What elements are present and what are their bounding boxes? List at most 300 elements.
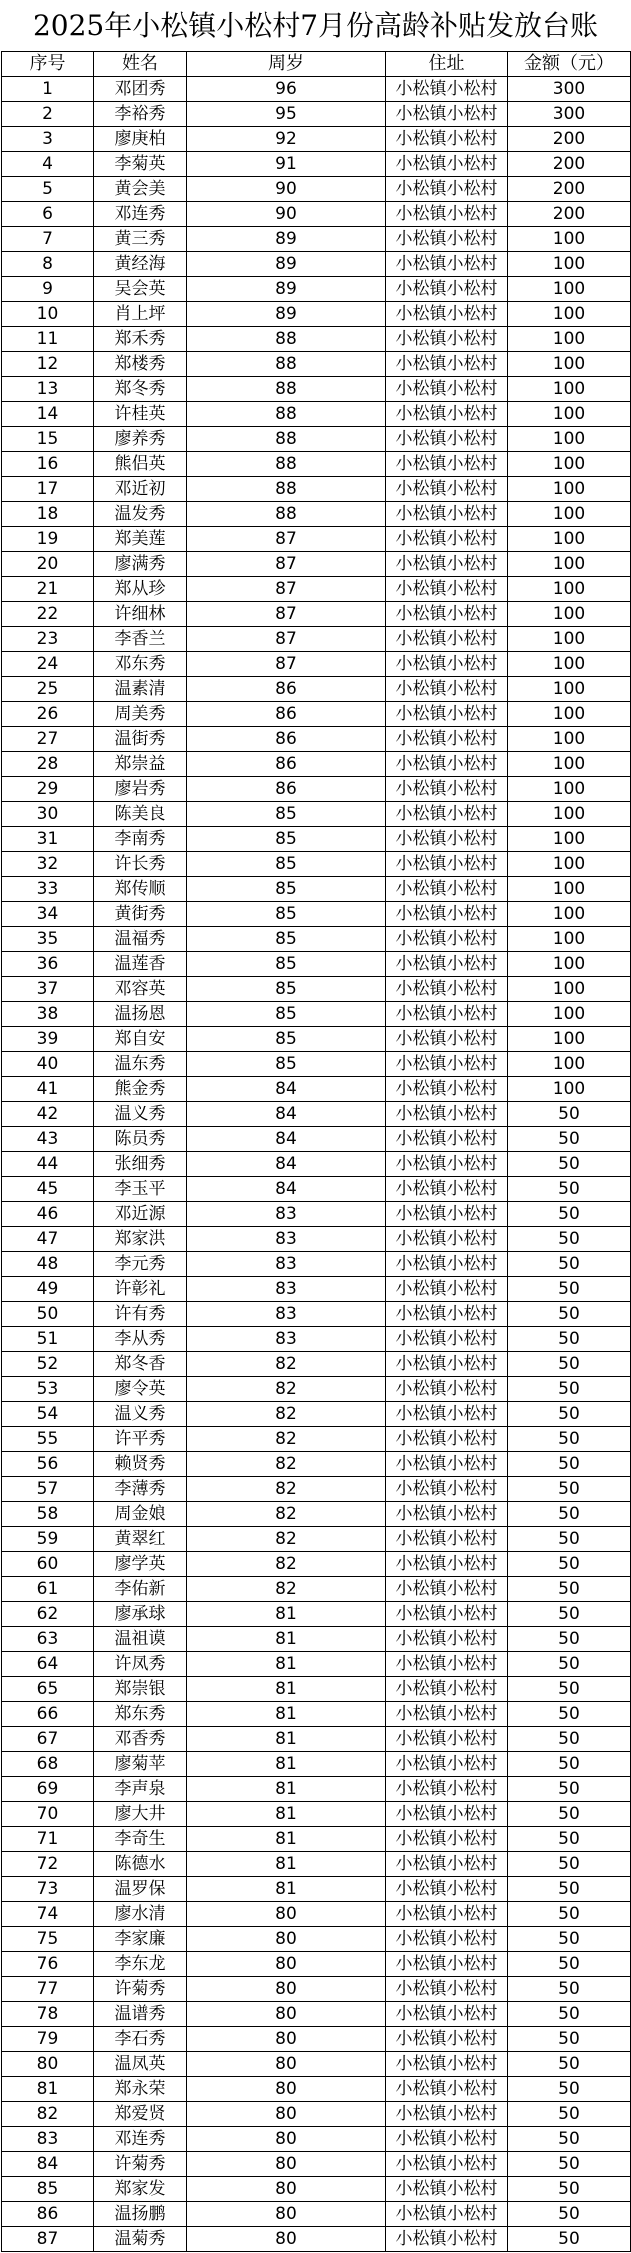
cell-amount: 100 <box>508 1027 631 1052</box>
cell-index: 22 <box>2 602 94 627</box>
cell-index: 54 <box>2 1402 94 1427</box>
cell-index: 62 <box>2 1602 94 1627</box>
cell-age: 81 <box>187 1852 386 1877</box>
cell-amount: 200 <box>508 177 631 202</box>
cell-address: 小松镇小松村 <box>386 1002 508 1027</box>
table-row <box>2 1352 631 1377</box>
cell-amount: 100 <box>508 877 631 902</box>
cell-age: 81 <box>187 1677 386 1702</box>
cell-age: 81 <box>187 1652 386 1677</box>
cell-address: 小松镇小松村 <box>386 127 508 152</box>
cell-amount: 100 <box>508 452 631 477</box>
table-row <box>2 1002 631 1027</box>
cell-amount: 50 <box>508 1602 631 1627</box>
cell-age: 85 <box>187 1002 386 1027</box>
cell-address: 小松镇小松村 <box>386 352 508 377</box>
cell-name: 廖养秀 <box>94 427 187 452</box>
cell-address: 小松镇小松村 <box>386 377 508 402</box>
cell-name: 温莲香 <box>94 952 187 977</box>
cell-age: 84 <box>187 1152 386 1177</box>
table-row <box>2 1752 631 1777</box>
table-row <box>2 2177 631 2202</box>
cell-name: 陈美良 <box>94 802 187 827</box>
cell-index: 73 <box>2 1877 94 1902</box>
cell-name: 温福秀 <box>94 927 187 952</box>
cell-name: 李家廉 <box>94 1927 187 1952</box>
table-row <box>2 352 631 377</box>
cell-age: 81 <box>187 1827 386 1852</box>
cell-amount: 50 <box>508 1127 631 1152</box>
cell-amount: 50 <box>508 1827 631 1852</box>
cell-age: 86 <box>187 777 386 802</box>
cell-age: 80 <box>187 2052 386 2077</box>
cell-amount: 100 <box>508 252 631 277</box>
cell-address: 小松镇小松村 <box>386 852 508 877</box>
cell-name: 温义秀 <box>94 1402 187 1427</box>
cell-amount: 100 <box>508 602 631 627</box>
cell-name: 温谱秀 <box>94 2002 187 2027</box>
cell-amount: 50 <box>508 1877 631 1902</box>
cell-amount: 100 <box>508 1002 631 1027</box>
cell-amount: 300 <box>508 102 631 127</box>
cell-index: 6 <box>2 202 94 227</box>
cell-address: 小松镇小松村 <box>386 2152 508 2177</box>
cell-address: 小松镇小松村 <box>386 1327 508 1352</box>
table-row <box>2 302 631 327</box>
cell-address: 小松镇小松村 <box>386 527 508 552</box>
cell-index: 5 <box>2 177 94 202</box>
cell-index: 44 <box>2 1152 94 1177</box>
cell-age: 85 <box>187 902 386 927</box>
cell-age: 80 <box>187 2102 386 2127</box>
cell-address: 小松镇小松村 <box>386 977 508 1002</box>
cell-index: 16 <box>2 452 94 477</box>
cell-name: 郑冬香 <box>94 1352 187 1377</box>
cell-amount: 100 <box>508 1077 631 1102</box>
cell-address: 小松镇小松村 <box>386 1752 508 1777</box>
cell-index: 69 <box>2 1777 94 1802</box>
cell-amount: 100 <box>508 277 631 302</box>
cell-index: 66 <box>2 1702 94 1727</box>
table-row <box>2 1402 631 1427</box>
cell-address: 小松镇小松村 <box>386 927 508 952</box>
table-row <box>2 2152 631 2177</box>
table-row <box>2 227 631 252</box>
cell-address: 小松镇小松村 <box>386 1777 508 1802</box>
cell-index: 76 <box>2 1952 94 1977</box>
cell-amount: 50 <box>508 2202 631 2227</box>
table-row <box>2 1777 631 1802</box>
table-row <box>2 677 631 702</box>
cell-index: 26 <box>2 702 94 727</box>
cell-address: 小松镇小松村 <box>386 1502 508 1527</box>
cell-address: 小松镇小松村 <box>386 1252 508 1277</box>
cell-amount: 100 <box>508 377 631 402</box>
cell-age: 80 <box>187 1977 386 2002</box>
cell-address: 小松镇小松村 <box>386 2002 508 2027</box>
cell-age: 95 <box>187 102 386 127</box>
cell-name: 黄经海 <box>94 252 187 277</box>
cell-age: 85 <box>187 952 386 977</box>
cell-index: 8 <box>2 252 94 277</box>
cell-name: 郑美莲 <box>94 527 187 552</box>
table-row <box>2 877 631 902</box>
cell-amount: 50 <box>508 1852 631 1877</box>
table-row <box>2 852 631 877</box>
cell-amount: 100 <box>508 727 631 752</box>
cell-amount: 50 <box>508 1677 631 1702</box>
cell-name: 黄翠红 <box>94 1527 187 1552</box>
cell-name: 李玉平 <box>94 1177 187 1202</box>
cell-index: 30 <box>2 802 94 827</box>
cell-name: 熊侣英 <box>94 452 187 477</box>
cell-name: 温素清 <box>94 677 187 702</box>
cell-index: 37 <box>2 977 94 1002</box>
cell-name: 郑永荣 <box>94 2077 187 2102</box>
cell-name: 李从秀 <box>94 1327 187 1352</box>
cell-amount: 100 <box>508 677 631 702</box>
cell-age: 81 <box>187 1752 386 1777</box>
cell-age: 82 <box>187 1477 386 1502</box>
cell-address: 小松镇小松村 <box>386 627 508 652</box>
cell-amount: 50 <box>508 1577 631 1602</box>
cell-address: 小松镇小松村 <box>386 652 508 677</box>
cell-name: 郑东秀 <box>94 1702 187 1727</box>
cell-age: 81 <box>187 1877 386 1902</box>
cell-index: 29 <box>2 777 94 802</box>
cell-index: 84 <box>2 2152 94 2177</box>
table-row <box>2 1477 631 1502</box>
cell-index: 11 <box>2 327 94 352</box>
table-row <box>2 1977 631 2002</box>
table-row <box>2 777 631 802</box>
cell-age: 88 <box>187 377 386 402</box>
cell-index: 85 <box>2 2177 94 2202</box>
table-row <box>2 927 631 952</box>
cell-address: 小松镇小松村 <box>386 902 508 927</box>
cell-address: 小松镇小松村 <box>386 1452 508 1477</box>
cell-amount: 50 <box>508 1952 631 1977</box>
cell-age: 80 <box>187 2127 386 2152</box>
table-row <box>2 1452 631 1477</box>
cell-index: 49 <box>2 1277 94 1302</box>
cell-index: 79 <box>2 2027 94 2052</box>
cell-age: 80 <box>187 2202 386 2227</box>
cell-amount: 100 <box>508 577 631 602</box>
cell-amount: 100 <box>508 352 631 377</box>
cell-name: 李裕秀 <box>94 102 187 127</box>
cell-age: 88 <box>187 352 386 377</box>
cell-address: 小松镇小松村 <box>386 1202 508 1227</box>
cell-name: 廖岩秀 <box>94 777 187 802</box>
cell-age: 87 <box>187 577 386 602</box>
cell-amount: 50 <box>508 1902 631 1927</box>
cell-name: 郑从珍 <box>94 577 187 602</box>
cell-address: 小松镇小松村 <box>386 1377 508 1402</box>
table-row <box>2 1327 631 1352</box>
cell-age: 83 <box>187 1277 386 1302</box>
cell-index: 28 <box>2 752 94 777</box>
cell-address: 小松镇小松村 <box>386 752 508 777</box>
table-row <box>2 602 631 627</box>
table-row <box>2 1027 631 1052</box>
table-row <box>2 2002 631 2027</box>
table-row <box>2 1527 631 1552</box>
cell-name: 许有秀 <box>94 1302 187 1327</box>
cell-age: 82 <box>187 1402 386 1427</box>
cell-name: 温凤英 <box>94 2052 187 2077</box>
table-row <box>2 1252 631 1277</box>
cell-name: 周美秀 <box>94 702 187 727</box>
table-row <box>2 1652 631 1677</box>
cell-name: 陈德水 <box>94 1852 187 1877</box>
cell-amount: 50 <box>508 1502 631 1527</box>
cell-address: 小松镇小松村 <box>386 677 508 702</box>
cell-age: 80 <box>187 1927 386 1952</box>
cell-index: 20 <box>2 552 94 577</box>
cell-index: 40 <box>2 1052 94 1077</box>
cell-index: 24 <box>2 652 94 677</box>
cell-age: 96 <box>187 77 386 102</box>
cell-age: 84 <box>187 1177 386 1202</box>
table-row <box>2 202 631 227</box>
cell-index: 65 <box>2 1677 94 1702</box>
cell-amount: 50 <box>508 1752 631 1777</box>
cell-name: 李薄秀 <box>94 1477 187 1502</box>
cell-age: 82 <box>187 1502 386 1527</box>
cell-name: 李东龙 <box>94 1952 187 1977</box>
cell-name: 温罗保 <box>94 1877 187 1902</box>
cell-amount: 50 <box>508 1302 631 1327</box>
cell-index: 75 <box>2 1927 94 1952</box>
cell-amount: 50 <box>508 2077 631 2102</box>
cell-address: 小松镇小松村 <box>386 502 508 527</box>
cell-age: 82 <box>187 1377 386 1402</box>
cell-index: 3 <box>2 127 94 152</box>
cell-name: 廖承球 <box>94 1602 187 1627</box>
cell-age: 85 <box>187 852 386 877</box>
cell-address: 小松镇小松村 <box>386 1052 508 1077</box>
cell-address: 小松镇小松村 <box>386 1877 508 1902</box>
cell-name: 郑家洪 <box>94 1227 187 1252</box>
table-row <box>2 1852 631 1877</box>
table-row <box>2 1902 631 1927</box>
cell-age: 87 <box>187 652 386 677</box>
cell-age: 80 <box>187 2152 386 2177</box>
cell-address: 小松镇小松村 <box>386 1227 508 1252</box>
cell-address: 小松镇小松村 <box>386 2202 508 2227</box>
cell-amount: 50 <box>508 1702 631 1727</box>
cell-amount: 50 <box>508 1477 631 1502</box>
table-row <box>2 952 631 977</box>
cell-amount: 50 <box>508 1327 631 1352</box>
table-row <box>2 1702 631 1727</box>
cell-address: 小松镇小松村 <box>386 252 508 277</box>
cell-amount: 50 <box>508 1452 631 1477</box>
table-row <box>2 1577 631 1602</box>
cell-address: 小松镇小松村 <box>386 2027 508 2052</box>
cell-amount: 50 <box>508 1977 631 2002</box>
cell-index: 83 <box>2 2127 94 2152</box>
cell-age: 91 <box>187 152 386 177</box>
cell-amount: 100 <box>508 1052 631 1077</box>
cell-age: 80 <box>187 2027 386 2052</box>
cell-address: 小松镇小松村 <box>386 1652 508 1677</box>
cell-amount: 50 <box>508 2152 631 2177</box>
cell-name: 吴会英 <box>94 277 187 302</box>
cell-amount: 100 <box>508 927 631 952</box>
cell-index: 60 <box>2 1552 94 1577</box>
table-row <box>2 1927 631 1952</box>
cell-amount: 100 <box>508 527 631 552</box>
cell-amount: 300 <box>508 77 631 102</box>
table-row <box>2 1277 631 1302</box>
cell-age: 84 <box>187 1077 386 1102</box>
cell-index: 13 <box>2 377 94 402</box>
cell-address: 小松镇小松村 <box>386 2052 508 2077</box>
cell-age: 88 <box>187 477 386 502</box>
cell-address: 小松镇小松村 <box>386 1477 508 1502</box>
cell-age: 82 <box>187 1352 386 1377</box>
cell-amount: 100 <box>508 852 631 877</box>
cell-amount: 50 <box>508 2102 631 2127</box>
cell-name: 廖大井 <box>94 1802 187 1827</box>
table-row <box>2 727 631 752</box>
cell-age: 89 <box>187 302 386 327</box>
cell-index: 12 <box>2 352 94 377</box>
table-row <box>2 1602 631 1627</box>
cell-amount: 50 <box>508 2127 631 2152</box>
cell-amount: 50 <box>508 2177 631 2202</box>
cell-address: 小松镇小松村 <box>386 1277 508 1302</box>
cell-name: 许彰礼 <box>94 1277 187 1302</box>
cell-age: 80 <box>187 1952 386 1977</box>
cell-name: 许桂英 <box>94 402 187 427</box>
table-row <box>2 1227 631 1252</box>
cell-address: 小松镇小松村 <box>386 1077 508 1102</box>
header-row <box>2 52 631 77</box>
cell-index: 27 <box>2 727 94 752</box>
cell-amount: 50 <box>508 1802 631 1827</box>
cell-address: 小松镇小松村 <box>386 1802 508 1827</box>
cell-index: 9 <box>2 277 94 302</box>
cell-address: 小松镇小松村 <box>386 227 508 252</box>
cell-index: 1 <box>2 77 94 102</box>
cell-amount: 100 <box>508 827 631 852</box>
cell-age: 87 <box>187 627 386 652</box>
table-row <box>2 1052 631 1077</box>
cell-address: 小松镇小松村 <box>386 177 508 202</box>
cell-index: 61 <box>2 1577 94 1602</box>
cell-age: 80 <box>187 2227 386 2252</box>
table-row <box>2 552 631 577</box>
cell-address: 小松镇小松村 <box>386 1602 508 1627</box>
cell-name: 邓团秀 <box>94 77 187 102</box>
table-row <box>2 252 631 277</box>
cell-name: 邓连秀 <box>94 2127 187 2152</box>
cell-amount: 100 <box>508 902 631 927</box>
cell-age: 86 <box>187 727 386 752</box>
cell-name: 温菊秀 <box>94 2227 187 2252</box>
table-row <box>2 1177 631 1202</box>
table-row <box>2 2202 631 2227</box>
cell-name: 周金娘 <box>94 1502 187 1527</box>
cell-address: 小松镇小松村 <box>386 302 508 327</box>
cell-name: 温祖谟 <box>94 1627 187 1652</box>
cell-amount: 50 <box>508 1727 631 1752</box>
cell-index: 43 <box>2 1127 94 1152</box>
cell-age: 85 <box>187 927 386 952</box>
cell-amount: 100 <box>508 752 631 777</box>
cell-age: 82 <box>187 1577 386 1602</box>
table-row <box>2 802 631 827</box>
cell-amount: 50 <box>508 1927 631 1952</box>
cell-address: 小松镇小松村 <box>386 827 508 852</box>
cell-age: 88 <box>187 327 386 352</box>
cell-age: 88 <box>187 427 386 452</box>
cell-amount: 50 <box>508 1152 631 1177</box>
cell-address: 小松镇小松村 <box>386 77 508 102</box>
table-row <box>2 177 631 202</box>
cell-index: 41 <box>2 1077 94 1102</box>
cell-age: 87 <box>187 602 386 627</box>
cell-address: 小松镇小松村 <box>386 1302 508 1327</box>
cell-amount: 200 <box>508 152 631 177</box>
cell-name: 郑冬秀 <box>94 377 187 402</box>
cell-name: 温扬恩 <box>94 1002 187 1027</box>
cell-index: 72 <box>2 1852 94 1877</box>
cell-index: 15 <box>2 427 94 452</box>
cell-address: 小松镇小松村 <box>386 1627 508 1652</box>
cell-address: 小松镇小松村 <box>386 1827 508 1852</box>
cell-age: 87 <box>187 527 386 552</box>
cell-age: 81 <box>187 1627 386 1652</box>
cell-amount: 100 <box>508 302 631 327</box>
cell-address: 小松镇小松村 <box>386 1402 508 1427</box>
cell-name: 李香兰 <box>94 627 187 652</box>
cell-address: 小松镇小松村 <box>386 1852 508 1877</box>
cell-index: 39 <box>2 1027 94 1052</box>
cell-index: 2 <box>2 102 94 127</box>
table-row <box>2 827 631 852</box>
cell-address: 小松镇小松村 <box>386 777 508 802</box>
cell-age: 80 <box>187 1902 386 1927</box>
cell-address: 小松镇小松村 <box>386 2127 508 2152</box>
cell-age: 81 <box>187 1777 386 1802</box>
cell-age: 85 <box>187 827 386 852</box>
header-address: 住址 <box>386 52 508 77</box>
cell-index: 4 <box>2 152 94 177</box>
cell-address: 小松镇小松村 <box>386 1702 508 1727</box>
cell-name: 邓容英 <box>94 977 187 1002</box>
cell-age: 86 <box>187 752 386 777</box>
table-row <box>2 652 631 677</box>
cell-address: 小松镇小松村 <box>386 1577 508 1602</box>
cell-age: 85 <box>187 877 386 902</box>
cell-name: 李元秀 <box>94 1252 187 1277</box>
cell-index: 34 <box>2 902 94 927</box>
cell-address: 小松镇小松村 <box>386 1677 508 1702</box>
cell-amount: 200 <box>508 202 631 227</box>
cell-index: 23 <box>2 627 94 652</box>
cell-age: 89 <box>187 277 386 302</box>
cell-amount: 50 <box>508 1402 631 1427</box>
table-row <box>2 577 631 602</box>
cell-amount: 50 <box>508 1627 631 1652</box>
table-row <box>2 477 631 502</box>
cell-address: 小松镇小松村 <box>386 1177 508 1202</box>
cell-name: 许长秀 <box>94 852 187 877</box>
